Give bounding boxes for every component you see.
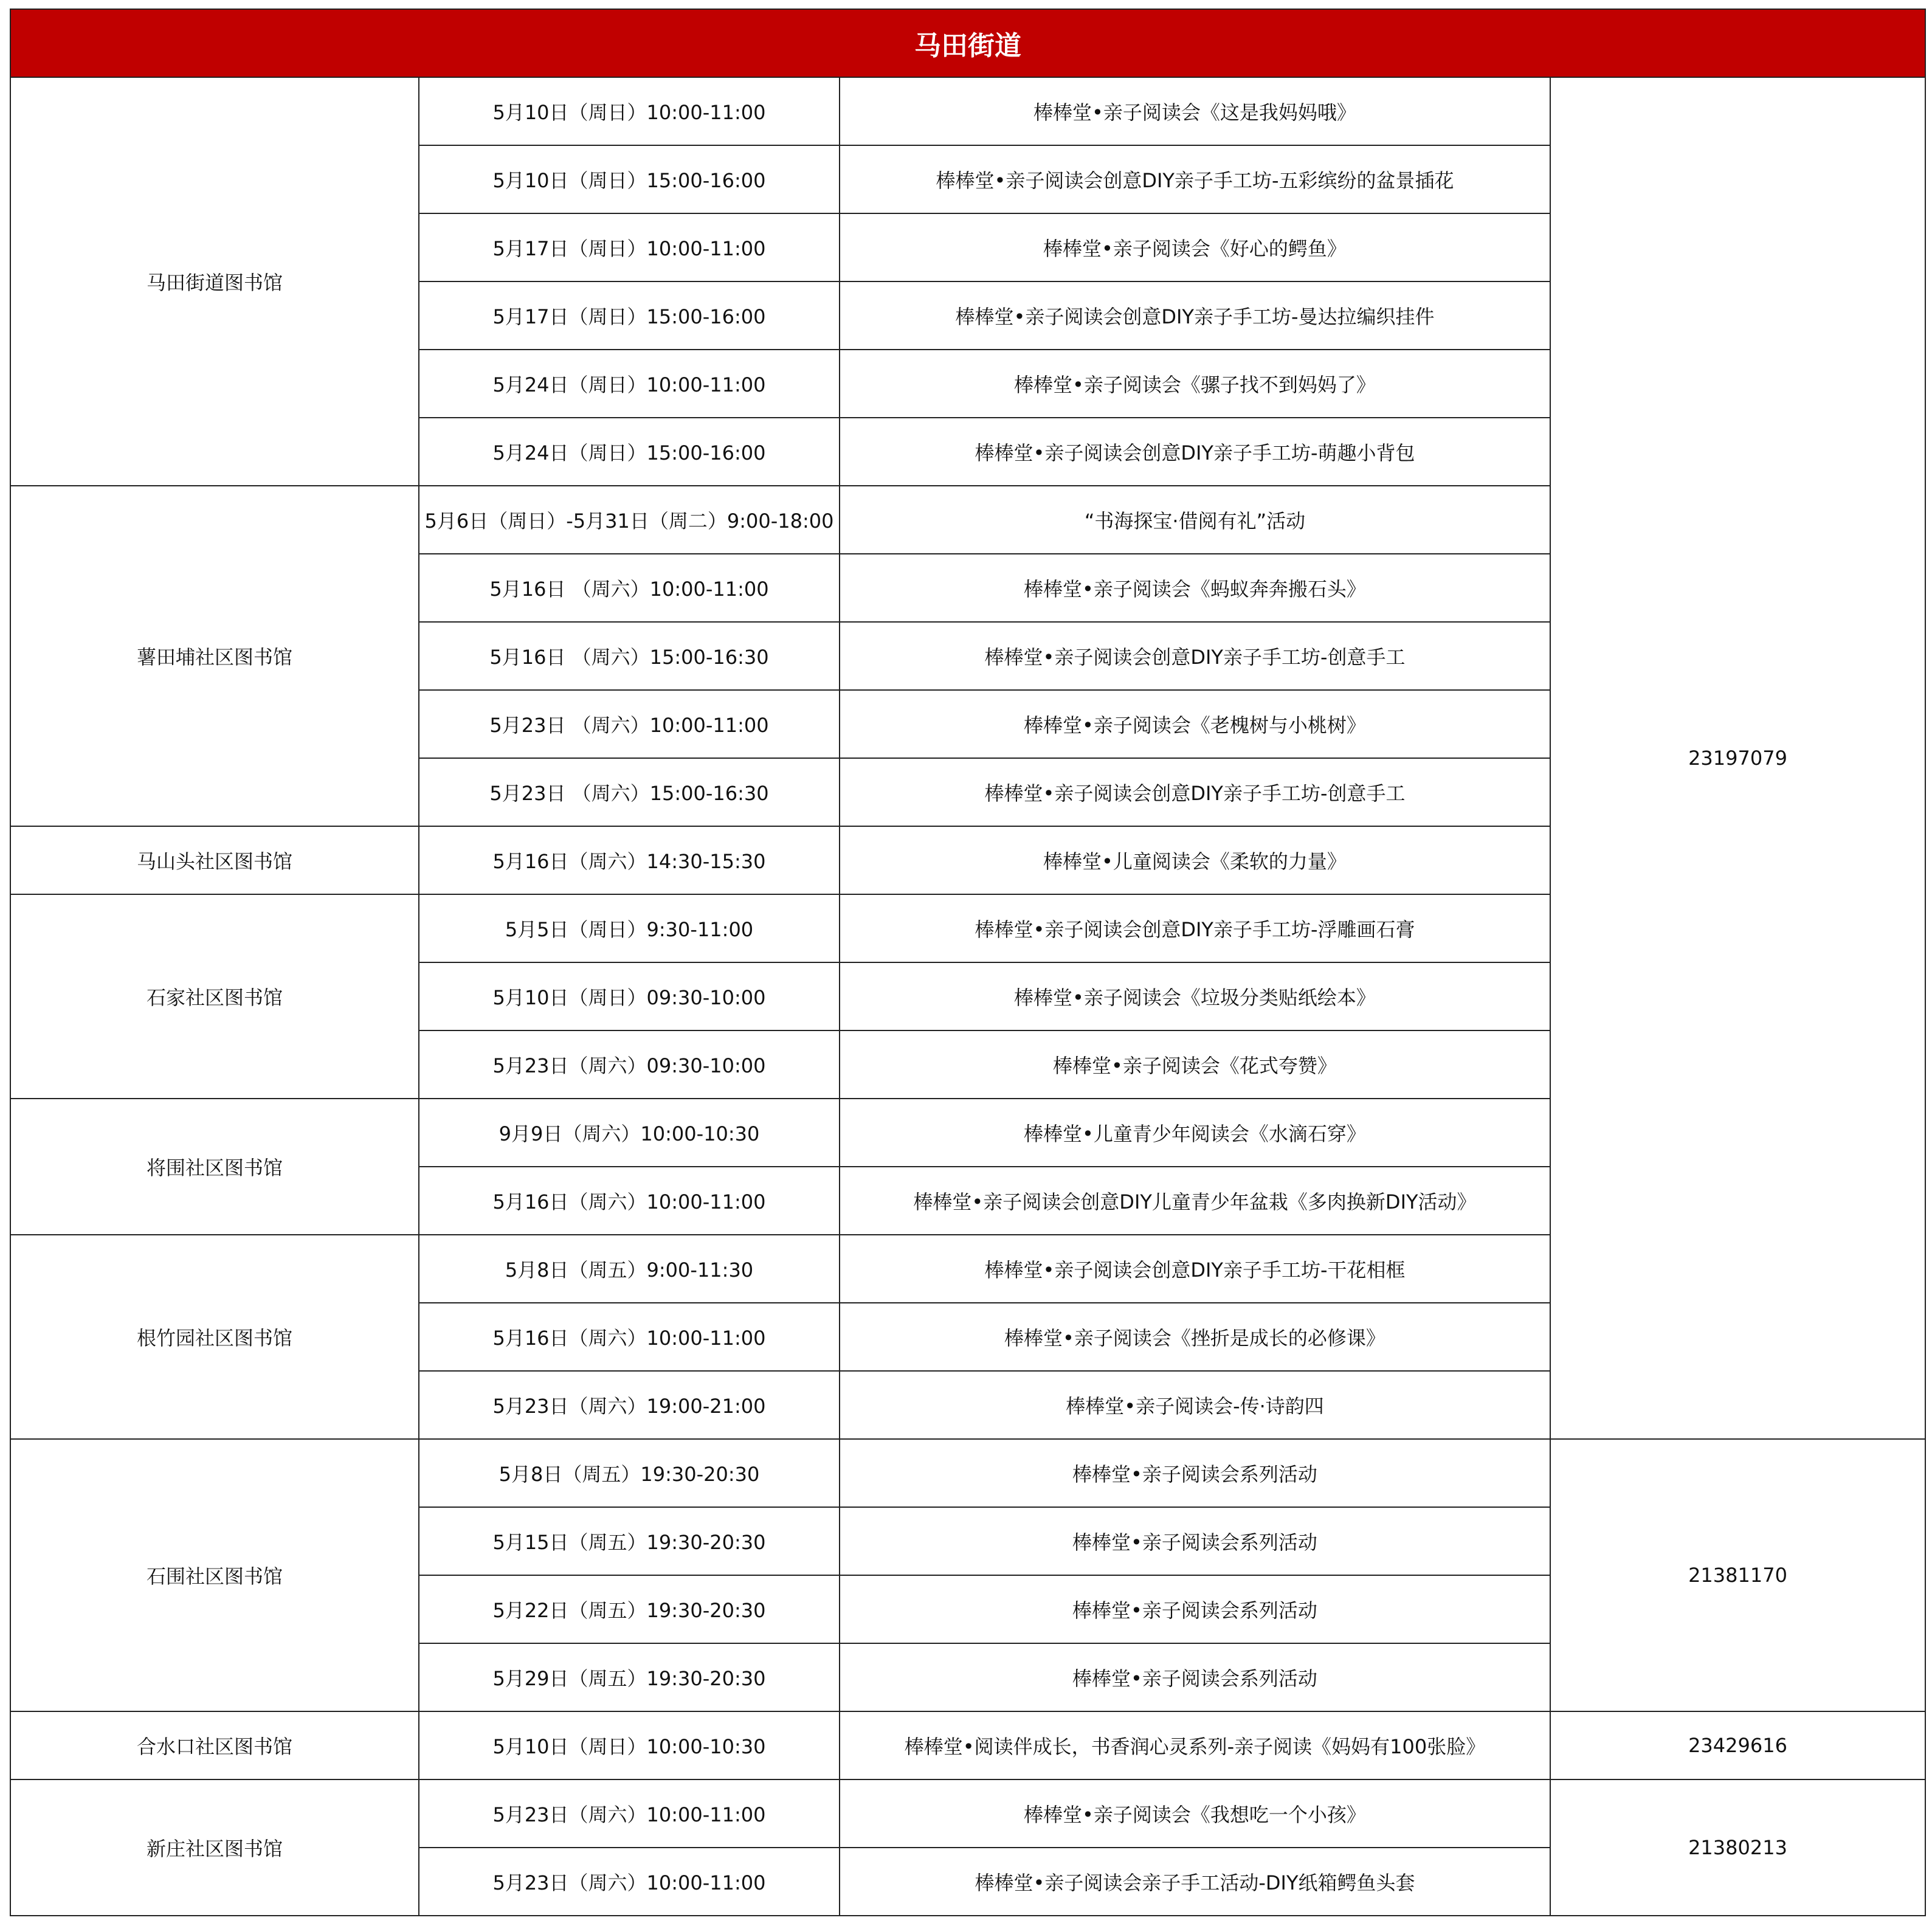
event-time: 5月10日（周日）15:00-16:00	[419, 145, 840, 213]
contact-phone: 21380213	[1550, 1779, 1925, 1916]
contact-phone: 23429616	[1550, 1711, 1925, 1779]
event-activity: 棒棒堂•亲子阅读会《骡子找不到妈妈了》	[840, 350, 1550, 418]
event-activity: 棒棒堂•亲子阅读会亲子手工活动-DIY纸箱鳄鱼头套	[840, 1848, 1550, 1916]
library-name: 薯田埔社区图书馆	[10, 486, 419, 826]
library-name: 合水口社区图书馆	[10, 1711, 419, 1779]
event-time: 5月23日（周六）09:30-10:00	[419, 1030, 840, 1099]
event-time: 5月23日（周六）10:00-11:00	[419, 1779, 840, 1848]
event-time: 5月16日（周六）10:00-11:00	[419, 1303, 840, 1371]
event-time: 5月10日（周日）10:00-10:30	[419, 1711, 840, 1779]
event-activity: 棒棒堂•亲子阅读会系列活动	[840, 1575, 1550, 1643]
event-activity: 棒棒堂•亲子阅读会创意DIY儿童青少年盆栽《多肉换新DIY活动》	[840, 1167, 1550, 1235]
library-name: 新庄社区图书馆	[10, 1779, 419, 1916]
event-activity: 棒棒堂•亲子阅读会系列活动	[840, 1439, 1550, 1507]
event-time: 5月5日（周日）9:30-11:00	[419, 894, 840, 962]
event-time: 5月6日（周日）-5月31日（周二）9:00-18:00	[419, 486, 840, 554]
event-activity: 棒棒堂•亲子阅读会《老槐树与小桃树》	[840, 690, 1550, 758]
event-time: 5月16日（周六）10:00-11:00	[419, 1167, 840, 1235]
event-activity: 棒棒堂•阅读伴成长，书香润心灵系列-亲子阅读《妈妈有100张脸》	[840, 1711, 1550, 1779]
table-row	[10, 1439, 1925, 1507]
event-time: 5月17日（周日）10:00-11:00	[419, 213, 840, 281]
event-activity: “书海探宝·借阅有礼”活动	[840, 486, 1550, 554]
event-activity: 棒棒堂•儿童青少年阅读会《水滴石穿》	[840, 1099, 1550, 1167]
event-time: 5月16日 （周六）10:00-11:00	[419, 554, 840, 622]
header-row	[10, 9, 1925, 77]
event-activity: 棒棒堂•亲子阅读会创意DIY亲子手工坊-萌趣小背包	[840, 418, 1550, 486]
event-time: 5月8日（周五）9:00-11:30	[419, 1235, 840, 1303]
event-activity: 棒棒堂•亲子阅读会创意DIY亲子手工坊-曼达拉编织挂件	[840, 281, 1550, 350]
event-time: 5月23日 （周六）15:00-16:30	[419, 758, 840, 826]
library-name: 马田街道图书馆	[10, 77, 419, 486]
event-activity: 棒棒堂•亲子阅读会《这是我妈妈哦》	[840, 77, 1550, 145]
table-row	[10, 77, 1925, 145]
table-row	[10, 1779, 1925, 1848]
event-time: 5月24日（周日）15:00-16:00	[419, 418, 840, 486]
table-row	[10, 1711, 1925, 1779]
library-name: 石家社区图书馆	[10, 894, 419, 1099]
event-time: 5月16日 （周六）15:00-16:30	[419, 622, 840, 690]
library-name: 根竹园社区图书馆	[10, 1235, 419, 1439]
contact-phone: 23197079	[1550, 77, 1925, 1439]
event-activity: 棒棒堂•亲子阅读会-传·诗韵四	[840, 1371, 1550, 1439]
event-time: 5月16日（周六）14:30-15:30	[419, 826, 840, 894]
event-time: 5月10日（周日）10:00-11:00	[419, 77, 840, 145]
schedule-table	[10, 9, 1926, 1916]
event-activity: 棒棒堂•亲子阅读会创意DIY亲子手工坊-干花相框	[840, 1235, 1550, 1303]
event-activity: 棒棒堂•亲子阅读会创意DIY亲子手工坊-五彩缤纷的盆景插花	[840, 145, 1550, 213]
event-activity: 棒棒堂•亲子阅读会系列活动	[840, 1507, 1550, 1575]
event-activity: 棒棒堂•亲子阅读会创意DIY亲子手工坊-浮雕画石膏	[840, 894, 1550, 962]
event-activity: 棒棒堂•亲子阅读会《挫折是成长的必修课》	[840, 1303, 1550, 1371]
event-time: 5月24日（周日）10:00-11:00	[419, 350, 840, 418]
library-name: 马山头社区图书馆	[10, 826, 419, 894]
event-activity: 棒棒堂•亲子阅读会《花式夸赞》	[840, 1030, 1550, 1099]
event-time: 5月23日（周六）10:00-11:00	[419, 1848, 840, 1916]
event-time: 9月9日（周六）10:00-10:30	[419, 1099, 840, 1167]
event-activity: 棒棒堂•亲子阅读会《好心的鳄鱼》	[840, 213, 1550, 281]
event-time: 5月23日（周六）19:00-21:00	[419, 1371, 840, 1439]
event-activity: 棒棒堂•亲子阅读会创意DIY亲子手工坊-创意手工	[840, 622, 1550, 690]
event-time: 5月22日（周五）19:30-20:30	[419, 1575, 840, 1643]
contact-phone: 21381170	[1550, 1439, 1925, 1711]
library-name: 将围社区图书馆	[10, 1099, 419, 1235]
table-title: 马田街道	[10, 9, 1925, 77]
event-activity: 棒棒堂•亲子阅读会创意DIY亲子手工坊-创意手工	[840, 758, 1550, 826]
event-time: 5月10日（周日）09:30-10:00	[419, 962, 840, 1030]
event-time: 5月23日 （周六）10:00-11:00	[419, 690, 840, 758]
event-time: 5月29日（周五）19:30-20:30	[419, 1643, 840, 1711]
event-time: 5月17日（周日）15:00-16:00	[419, 281, 840, 350]
event-activity: 棒棒堂•亲子阅读会《我想吃一个小孩》	[840, 1779, 1550, 1848]
event-time: 5月15日（周五）19:30-20:30	[419, 1507, 840, 1575]
event-time: 5月8日（周五）19:30-20:30	[419, 1439, 840, 1507]
event-activity: 棒棒堂•亲子阅读会《垃圾分类贴纸绘本》	[840, 962, 1550, 1030]
event-activity: 棒棒堂•儿童阅读会《柔软的力量》	[840, 826, 1550, 894]
library-name: 石围社区图书馆	[10, 1439, 419, 1711]
event-activity: 棒棒堂•亲子阅读会系列活动	[840, 1643, 1550, 1711]
event-activity: 棒棒堂•亲子阅读会《蚂蚁奔奔搬石头》	[840, 554, 1550, 622]
